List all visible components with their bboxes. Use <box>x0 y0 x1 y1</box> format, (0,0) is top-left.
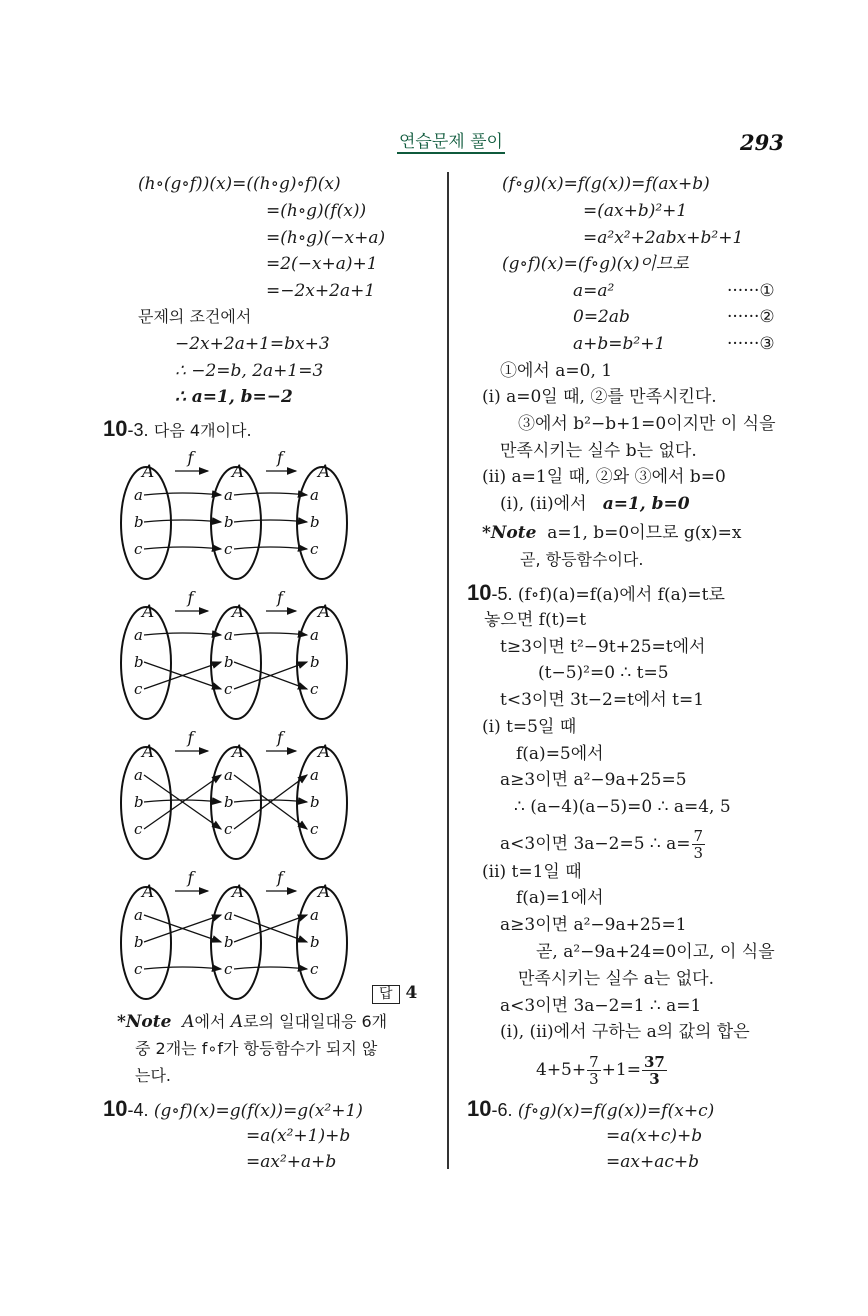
note-line: 곧, 항등함수이다. <box>520 550 644 569</box>
eq-line: =(ax+b)²+1 <box>583 201 688 221</box>
eq-line: (h∘(g∘f))(x)=((h∘g)∘f)(x) <box>138 174 341 194</box>
mapping-diagram <box>121 448 347 579</box>
svg-text:A: A <box>142 462 155 482</box>
sum-line: 4+5+ $\frac{7}{3}$ +1= $\frac{37}{3}$ <box>536 1053 665 1088</box>
svg-text:a: a <box>224 906 233 924</box>
eq-line: =ax²+a+b <box>246 1152 337 1172</box>
svg-text:c: c <box>134 820 143 838</box>
problem-number: 10-5. <box>467 580 513 605</box>
note-line: 중 2개는 f∘f가 항등함수가 되지 않 <box>135 1039 378 1058</box>
eq-line: =a(x²+1)+b <box>246 1126 351 1146</box>
svg-text:b: b <box>134 793 144 811</box>
problem-number: 10-4. <box>103 1096 149 1121</box>
svg-text:b: b <box>224 653 234 671</box>
text-line: (ii) t=1일 때 <box>482 862 582 882</box>
answer-label: 답 <box>372 985 400 1004</box>
eq-line: (g∘f)(x)=(f∘g)(x)이므로 <box>502 254 689 274</box>
problem-heading-10-5 <box>467 582 725 606</box>
svg-text:a: a <box>310 626 319 644</box>
note-label: *Note <box>117 1012 172 1032</box>
note-line: *Note A에서 A로의 일대일대응 6개 <box>117 1012 388 1032</box>
svg-text:f: f <box>187 588 194 607</box>
problem-text: 다음 4개이다. <box>153 421 252 440</box>
svg-text:f: f <box>277 588 283 607</box>
svg-text:A: A <box>142 602 155 622</box>
mapping-diagram <box>121 728 347 859</box>
svg-text:a: a <box>134 906 143 924</box>
svg-text:a: a <box>134 486 143 504</box>
problem-number: 10-6. <box>467 1096 513 1121</box>
svg-text:A: A <box>232 602 245 622</box>
svg-text:f: f <box>187 868 194 887</box>
eq-line: =(h∘g)(f(x)) <box>266 201 367 221</box>
svg-text:c: c <box>224 820 233 838</box>
eq-line: =(h∘g)(−x+a) <box>266 228 386 248</box>
text-line: 놓으면 f(t)=t <box>484 610 587 630</box>
mapping-diagrams <box>100 445 370 1005</box>
fraction: $\frac{7}{3}$ <box>693 827 704 862</box>
svg-text:f: f <box>187 448 194 467</box>
eq-line: =2(−x+a)+1 <box>266 254 378 274</box>
eq-line: (f∘g)(x)=f(g(x))=f(ax+b) <box>502 174 710 194</box>
text-line: 만족시키는 실수 a는 없다. <box>518 969 714 989</box>
eq-line: 0=2ab <box>573 307 630 327</box>
problem-heading-10-3 <box>103 418 252 442</box>
eq-line: a=a² <box>573 281 615 301</box>
svg-text:A: A <box>232 882 245 902</box>
eq-tag-2: ······② <box>727 307 775 327</box>
svg-text:A: A <box>232 742 245 762</box>
svg-text:a: a <box>224 486 233 504</box>
result-line: ∴ a=1, b=−2 <box>175 387 293 407</box>
problem-heading-10-6 <box>467 1098 714 1122</box>
svg-text:A: A <box>142 882 155 902</box>
note-line: *Note a=1, b=0이므로 g(x)=x <box>482 523 742 543</box>
eq-tag-1: ······① <box>727 281 775 301</box>
svg-text:b: b <box>224 513 234 531</box>
text-line: (i) a=0일 때, ②를 만족시킨다. <box>482 387 717 407</box>
svg-text:A: A <box>142 742 155 762</box>
eq-line: (g∘f)(x)=g(f(x))=g(x²+1) <box>153 1101 363 1121</box>
conclusion-line: (i), (ii)에서 a=1, b=0 <box>500 494 690 514</box>
svg-text:A: A <box>318 462 331 482</box>
svg-text:b: b <box>310 653 320 671</box>
svg-text:b: b <box>134 933 144 951</box>
text-line: f(a)=1에서 <box>516 888 604 908</box>
text-line: a<3이면 3a−2=1 ∴ a=1 <box>500 996 702 1016</box>
problem-number: 10-3. <box>103 416 149 441</box>
section-title: 연습문제 풀이 <box>399 132 503 152</box>
svg-text:c: c <box>224 540 233 558</box>
text-line: 문제의 조건에서 <box>138 307 252 326</box>
text-line: (t−5)²=0 ∴ t=5 <box>538 663 669 683</box>
svg-text:b: b <box>310 793 320 811</box>
svg-text:f: f <box>277 448 283 467</box>
svg-text:a: a <box>310 766 319 784</box>
eq-line: (f∘f)(a)=f(a)에서 f(a)=t로 <box>517 585 725 605</box>
text-line: ①에서 a=0, 1 <box>500 361 613 381</box>
text-line: f(a)=5에서 <box>516 744 604 764</box>
problem-heading-10-4 <box>103 1098 363 1122</box>
svg-text:c: c <box>224 680 233 698</box>
svg-text:f: f <box>277 868 283 887</box>
eq-line: =a²x²+2abx+b²+1 <box>583 228 744 248</box>
text-line: a<3이면 3a−2=5 ∴ a= $\frac{7}{3}$ <box>500 827 704 862</box>
svg-text:a: a <box>310 486 319 504</box>
mapping-diagram <box>121 868 347 999</box>
eq-line: =−2x+2a+1 <box>266 281 376 301</box>
text-line: ∴ (a−4)(a−5)=0 ∴ a=4, 5 <box>514 797 731 817</box>
svg-text:c: c <box>310 960 319 978</box>
text-line: ③에서 b²−b+1=0이지만 이 식을 <box>518 414 776 434</box>
eq-line: (f∘g)(x)=f(g(x))=f(x+c) <box>517 1101 715 1121</box>
svg-text:c: c <box>134 960 143 978</box>
svg-text:b: b <box>134 513 144 531</box>
svg-text:b: b <box>224 793 234 811</box>
svg-text:a: a <box>134 766 143 784</box>
mapping-diagram <box>121 588 347 719</box>
svg-text:c: c <box>224 960 233 978</box>
svg-text:A: A <box>318 602 331 622</box>
text-line: 만족시키는 실수 b는 없다. <box>500 441 697 461</box>
svg-text:a: a <box>224 626 233 644</box>
svg-text:c: c <box>310 540 319 558</box>
svg-text:b: b <box>310 513 320 531</box>
svg-text:a: a <box>134 626 143 644</box>
eq-line: ∴ −2=b, 2a+1=3 <box>175 361 324 381</box>
text-line: t<3이면 3t−2=t에서 t=1 <box>500 690 705 710</box>
text-line: a≥3이면 a²−9a+25=1 <box>500 915 687 935</box>
eq-line: =ax+ac+b <box>606 1152 699 1172</box>
text-line: t≥3이면 t²−9t+25=t에서 <box>500 637 706 657</box>
svg-text:c: c <box>310 680 319 698</box>
svg-text:A: A <box>318 882 331 902</box>
svg-text:c: c <box>134 540 143 558</box>
page-number: 293 <box>740 130 784 155</box>
eq-line: a+b=b²+1 <box>573 334 666 354</box>
svg-text:f: f <box>277 728 283 747</box>
note-label: *Note <box>482 523 537 543</box>
text-line: (i), (ii)에서 구하는 a의 값의 합은 <box>500 1022 750 1042</box>
svg-text:A: A <box>318 742 331 762</box>
eq-line: −2x+2a+1=bx+3 <box>175 334 330 354</box>
note-line: 는다. <box>135 1066 171 1085</box>
svg-text:a: a <box>224 766 233 784</box>
text-line: (ii) a=1일 때, ②와 ③에서 b=0 <box>482 467 726 487</box>
text-line: 곧, a²−9a+24=0이고, 이 식을 <box>536 942 775 962</box>
column-divider <box>447 172 449 1169</box>
svg-text:b: b <box>134 653 144 671</box>
text-line: a≥3이면 a²−9a+25=5 <box>500 770 687 790</box>
svg-text:f: f <box>187 728 194 747</box>
svg-text:a: a <box>310 906 319 924</box>
svg-text:b: b <box>310 933 320 951</box>
text-line: (i) t=5일 때 <box>482 717 577 737</box>
svg-text:c: c <box>310 820 319 838</box>
svg-text:c: c <box>134 680 143 698</box>
eq-tag-3: ······③ <box>727 334 775 354</box>
eq-line: =a(x+c)+b <box>606 1126 703 1146</box>
svg-text:b: b <box>224 933 234 951</box>
answer-value: 4 <box>405 983 418 1003</box>
svg-text:A: A <box>232 462 245 482</box>
answer <box>372 982 417 1004</box>
